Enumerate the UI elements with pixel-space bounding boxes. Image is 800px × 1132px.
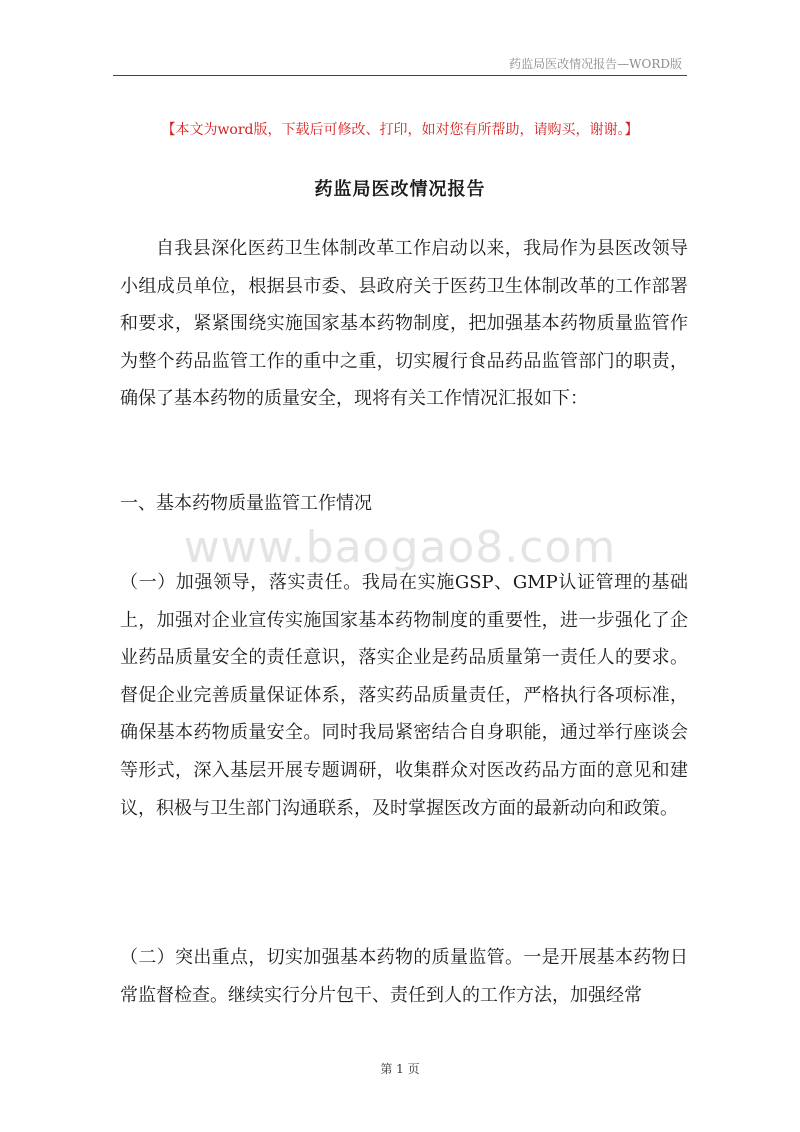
subsection-paragraph-2: （二）突出重点，切实加强基本药物的质量监管。一是开展基本药物日常监督检查。继续实行分片包干、责任到人的工作方法，加强经常 bbox=[120, 947, 688, 1006]
intro-paragraph: 自我县深化医药卫生体制改革工作启动以来，我局作为县医改领导小组成员单位，根据县市委、县政府关于医药卫生体制改革的工作部署和要求，紧紧围绕实施国家基本药物制度，把加强基本药物质量监管作为整个药品监管工作的重中之重，切实履行食品药品监管部门的职责，确保了基本药物的质量安全，现将有关工作情况汇报如下： bbox=[120, 238, 688, 410]
section-heading: 一、基本药物质量监管工作情况 bbox=[120, 493, 372, 514]
subsection-paragraph-1: （一）加强领导，落实责任。我局在实施GSP、GMP认证管理的基础上，加强对企业宣传实施国家基本药物制度的重要性，进一步强化了企业药品质量安全的责任意识，落实企业是药品质量第一责任人的要求。督促企业完善质量保证体系，落实药品质量责任，严格执行各项标准，确保基本药物质量安全。同时我局紧密结合自身职能，通过举行座谈会等形式，深入基层开展专题调研，收集群众对医改药品方面的意见和建议，积极与卫生部门沟通联系，及时掌握医改方面的最新动向和政策。 bbox=[120, 572, 688, 819]
running-header: 药监局医改情况报告—WORD版 bbox=[509, 57, 682, 71]
header-divider bbox=[113, 75, 687, 76]
purchase-notice: 【本文为word版，下载后可修改、打印，如对您有所帮助，请购买，谢谢。】 bbox=[161, 122, 639, 138]
watermark: www.baogao8.com bbox=[183, 522, 617, 573]
document-title: 药监局医改情况报告 bbox=[314, 179, 486, 200]
page-number: 第 1 页 bbox=[380, 1062, 420, 1076]
